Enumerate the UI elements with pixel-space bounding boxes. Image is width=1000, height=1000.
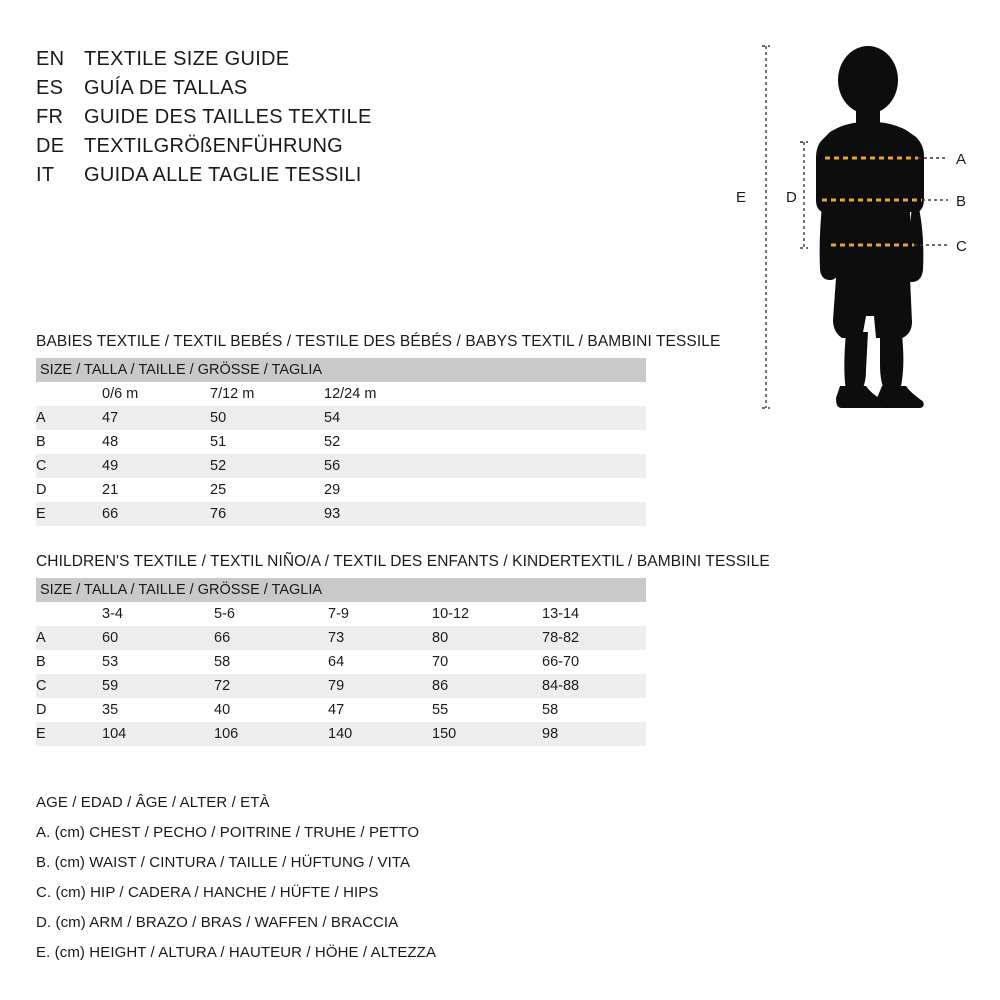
table-cell: 73	[328, 626, 432, 650]
babies-section-title: BABIES TEXTILE / TEXTIL BEBÉS / TESTILE DES BÉBÉS / BABYS TEXTIL / BAMBINI TESSILE	[36, 333, 721, 350]
table-cell: 93	[324, 502, 646, 526]
table-cell: 78-82	[542, 626, 646, 650]
table-row	[36, 406, 646, 430]
table-row	[36, 674, 646, 698]
language-header	[36, 48, 596, 193]
marker-label-e: E	[736, 189, 747, 206]
table-cell: 72	[214, 674, 328, 698]
row-label: D	[36, 478, 102, 502]
table-row	[36, 454, 646, 478]
table-row	[36, 478, 646, 502]
column-header: 12/24 m	[324, 382, 646, 406]
table-row	[36, 502, 646, 526]
empty-cell	[36, 382, 102, 406]
table-cell: 25	[210, 478, 324, 502]
table-row	[36, 650, 646, 674]
marker-label-c: C	[956, 238, 967, 255]
legend-line: E. (cm) HEIGHT / ALTURA / HAUTEUR / HÖHE / ALTEZZA	[36, 944, 437, 961]
table-cell: 79	[328, 674, 432, 698]
babies-table-header: SIZE / TALLA / TAILLE / GRÖSSE / TAGLIA	[36, 358, 646, 382]
column-header: 7/12 m	[210, 382, 324, 406]
row-label: A	[36, 626, 102, 650]
table-cell: 84-88	[542, 674, 646, 698]
table-cell: 58	[542, 698, 646, 722]
measurement-legend	[36, 788, 636, 968]
language-row	[36, 106, 596, 135]
table-column-header-row	[36, 602, 646, 626]
row-label: A	[36, 406, 102, 430]
column-header: 13-14	[542, 602, 646, 626]
table-cell: 60	[102, 626, 214, 650]
language-row	[36, 48, 596, 77]
table-cell: 150	[432, 722, 542, 746]
legend-line: AGE / EDAD / ÂGE / ALTER / ETÀ	[36, 794, 270, 811]
table-cell: 49	[102, 454, 210, 478]
empty-cell	[36, 602, 102, 626]
children-size-table	[36, 578, 646, 746]
table-cell: 29	[324, 478, 646, 502]
table-cell: 47	[102, 406, 210, 430]
table-cell: 140	[328, 722, 432, 746]
language-row	[36, 135, 596, 164]
body-measurement-figure	[700, 30, 990, 420]
table-cell: 40	[214, 698, 328, 722]
babies-section	[36, 333, 721, 526]
table-row	[36, 626, 646, 650]
column-header: 3-4	[102, 602, 214, 626]
table-cell: 55	[432, 698, 542, 722]
row-label: C	[36, 674, 102, 698]
language-text: GUÍA DE TALLAS	[84, 77, 248, 99]
table-cell: 52	[210, 454, 324, 478]
legend-line: C. (cm) HIP / CADERA / HANCHE / HÜFTE / HIPS	[36, 884, 379, 901]
row-label: E	[36, 502, 102, 526]
language-code: FR	[36, 106, 64, 128]
column-header: 0/6 m	[102, 382, 210, 406]
marker-label-d: D	[786, 189, 797, 206]
table-cell: 80	[432, 626, 542, 650]
column-header: 10-12	[432, 602, 542, 626]
table-cell: 86	[432, 674, 542, 698]
table-cell: 50	[210, 406, 324, 430]
table-column-header-row	[36, 382, 646, 406]
table-cell: 51	[210, 430, 324, 454]
table-cell: 70	[432, 650, 542, 674]
language-code: EN	[36, 48, 65, 70]
language-row	[36, 164, 596, 193]
table-cell: 47	[328, 698, 432, 722]
language-row	[36, 77, 596, 106]
language-text: TEXTILGRÖßENFÜHRUNG	[84, 135, 344, 157]
column-header: 5-6	[214, 602, 328, 626]
legend-line: D. (cm) ARM / BRAZO / BRAS / WAFFEN / BRACCIA	[36, 914, 399, 931]
table-row	[36, 722, 646, 746]
marker-label-a: A	[956, 151, 967, 168]
table-header-row	[36, 578, 646, 602]
language-code: ES	[36, 77, 64, 99]
language-text: GUIDE DES TAILLES TEXTILE	[84, 106, 372, 128]
column-header: 7-9	[328, 602, 432, 626]
children-section	[36, 553, 770, 746]
row-label: C	[36, 454, 102, 478]
row-label: B	[36, 650, 102, 674]
table-cell: 98	[542, 722, 646, 746]
row-label: D	[36, 698, 102, 722]
language-code: DE	[36, 135, 65, 157]
table-cell: 35	[102, 698, 214, 722]
table-header-row	[36, 358, 646, 382]
table-cell: 64	[328, 650, 432, 674]
language-text: GUIDA ALLE TAGLIE TESSILI	[84, 164, 362, 186]
table-cell: 66-70	[542, 650, 646, 674]
child-silhouette-icon	[816, 46, 924, 408]
table-cell: 54	[324, 406, 646, 430]
table-cell: 52	[324, 430, 646, 454]
table-row	[36, 430, 646, 454]
table-cell: 53	[102, 650, 214, 674]
children-section-title: CHILDREN'S TEXTILE / TEXTIL NIÑO/A / TEXTIL DES ENFANTS / KINDERTEXTIL / BAMBINI TESSILE	[36, 553, 770, 570]
table-cell: 56	[324, 454, 646, 478]
table-cell: 21	[102, 478, 210, 502]
table-cell: 58	[214, 650, 328, 674]
children-table-header: SIZE / TALLA / TAILLE / GRÖSSE / TAGLIA	[36, 578, 646, 602]
table-cell: 66	[214, 626, 328, 650]
row-label: B	[36, 430, 102, 454]
table-cell: 104	[102, 722, 214, 746]
table-cell: 66	[102, 502, 210, 526]
table-cell: 48	[102, 430, 210, 454]
row-label: E	[36, 722, 102, 746]
table-row	[36, 698, 646, 722]
language-code: IT	[36, 164, 55, 186]
language-text: TEXTILE SIZE GUIDE	[84, 48, 290, 70]
babies-size-table	[36, 358, 646, 526]
table-cell: 59	[102, 674, 214, 698]
table-cell: 106	[214, 722, 328, 746]
legend-line: B. (cm) WAIST / CINTURA / TAILLE / HÜFTUNG / VITA	[36, 854, 411, 871]
legend-line: A. (cm) CHEST / PECHO / POITRINE / TRUHE / PETTO	[36, 824, 420, 841]
table-cell: 76	[210, 502, 324, 526]
marker-label-b: B	[956, 193, 967, 210]
